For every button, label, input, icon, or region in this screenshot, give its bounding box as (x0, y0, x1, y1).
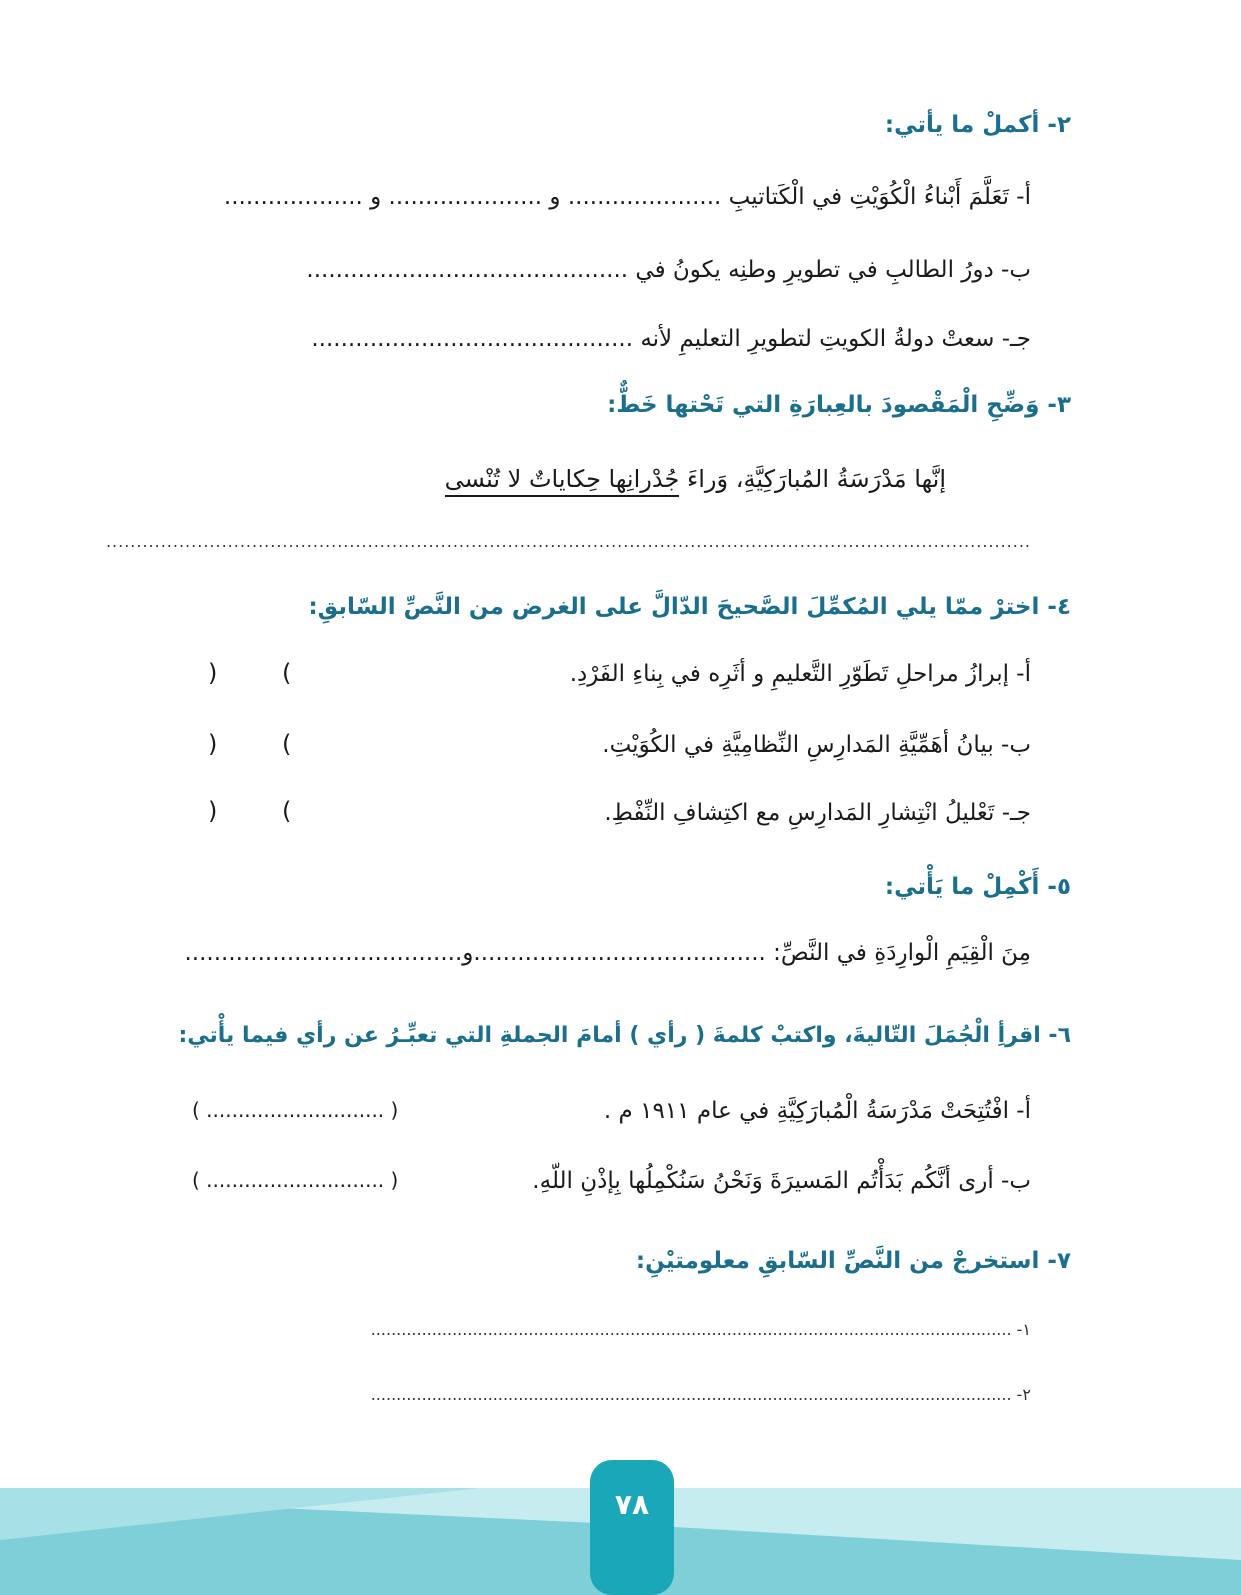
q3-title: ٣- وَضِّحِ الْمَقْصودَ بالعِبارَةِ التي تَحْتها خَطٌّ: (607, 392, 1071, 418)
q4-option-a-paren-close: ) (208, 659, 218, 687)
q5-title: ٥- أَكْمِلْ ما يَأْتي: (884, 874, 1071, 900)
q6-item-a-blank[interactable]: ( ............................ ) (192, 1098, 399, 1122)
q2-item-a: أ- تَعَلَّمَ أَبْناءُ الْكُوَيْتِ في الْكَتاتيبِ ..................... و ..................... و ................... (223, 184, 1031, 210)
q4-option-c: جـ- تَعْليلُ انْتِشارِ المَدارِسِ مع اكتِشافِ النِّفْطِ. (604, 800, 1031, 826)
q3-sentence-plain: إنَّها مَدْرَسَةُ المُبارَكِيَّةِ، وَراءَ (686, 465, 946, 493)
q4-option-c-paren-close: ) (208, 797, 218, 825)
q5-text: مِنَ الْقِيَمِ الْوارِدَةِ في النَّصِّ: ........................................و...................................... (184, 940, 1031, 966)
page-number: ٧٨ (614, 1488, 650, 1521)
q6-item-a: أ- افْتُتِحَتْ مَدْرَسَةُ الْمُبارَكِيَّةِ في عام ١٩١١ م . (603, 1098, 1031, 1124)
q3-sentence (445, 465, 946, 493)
q4-option-b: ب- بيانُ أهَمِّيَّةِ المَدارِسِ النِّظامِيَّةِ في الكُوَيْتِ. (602, 732, 1031, 758)
q4-title: ٤- اخترْ ممّا يلي المُكمِّلَ الصَّحيحَ الدّالَّ على الغرض من النَّصِّ السّابقِ: (308, 594, 1071, 620)
q6-item-b-blank[interactable]: ( ............................ ) (192, 1168, 399, 1192)
q4-option-c-paren-open[interactable]: ( (282, 797, 292, 825)
q3-answer-line: ........................................................................................................................................................ (105, 532, 1031, 551)
q2-title: ٢- أكملْ ما يأتي: (884, 112, 1071, 138)
q2-item-c: جـ- سعتْ دولةُ الكويتِ لتطويرِ التعليمِ لأنه ............................................ (311, 326, 1031, 352)
page-number-badge (590, 1460, 674, 1595)
q4-option-b-paren-close: ) (208, 730, 218, 758)
q4-option-b-paren-open[interactable]: ( (282, 730, 292, 758)
q7-title: ٧- استخرجْ من النَّصِّ السّابقِ معلومتيْنِ: (635, 1248, 1071, 1274)
q3-sentence-underlined: جُدْرانِها حِكاياتٌ لا تُنْسى (445, 465, 680, 497)
q6-item-b: ب- أرى أنَّكُم بَدَأْتُم المَسيرَةَ وَنَحْنُ سَنُكْمِلُها بِإذْنِ اللّهِ. (532, 1168, 1031, 1194)
q4-option-a-paren-open[interactable]: ( (282, 659, 292, 687)
q6-title: ٦- اقرأِ الْجُمَلَ التّاليةَ، واكتبْ كلمةَ ( رأي ) أمامَ الجملةِ التي تعبِّـرُ عن رأي فيما يأْتي: (178, 1023, 1071, 1048)
q7-item-2: ٢- .............................................................................................................................. (370, 1385, 1031, 1404)
q4-option-a: أ- إبرازُ مراحلِ تَطَوّرِ التَّعليمِ و أثَرِه في بِناءِ الفَرْدِ. (569, 661, 1031, 687)
q2-item-b: ب- دورُ الطالبِ في تطويرِ وطنِه يكونُ في ............................................ (306, 257, 1031, 283)
q7-item-1: ١- .............................................................................................................................. (370, 1320, 1031, 1339)
